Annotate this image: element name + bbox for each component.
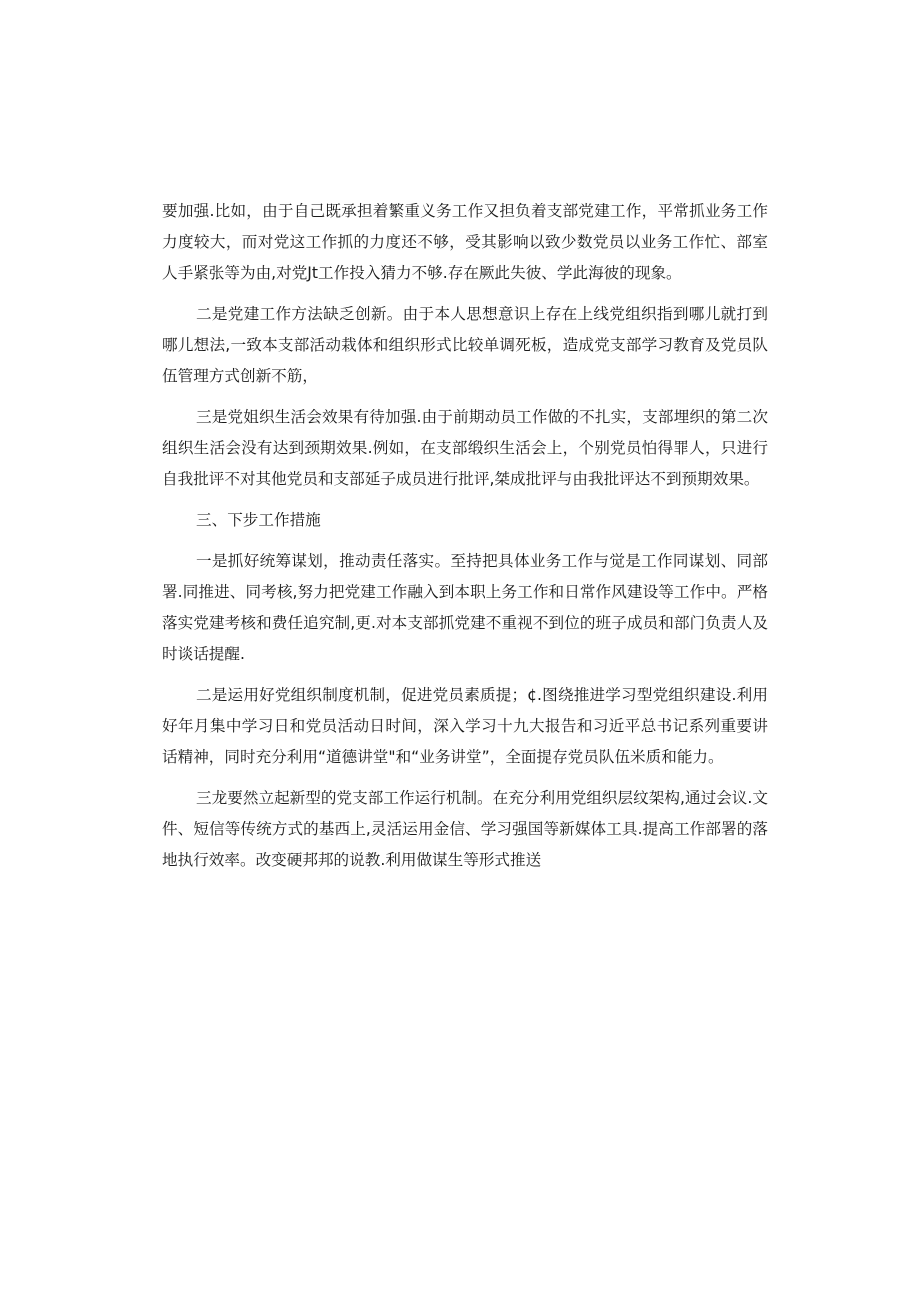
section-heading-next-steps: 三、下步工作措施 xyxy=(196,511,321,529)
paragraph-3: 三是党姐织生活会效果有待加强.由于前期动员工作做的不扎实，支部埋织的第二次组织生活会没有达到颈期效果.例如，在支部缎织生活会上，个别党员怕得罪人，只进行自我批评不对其他党员和支部延子成员进行批评,桀成批评与由我批评达不到预期效果。 xyxy=(162,408,768,488)
paragraph-6: 二是运用好党组织制度机制，促进党员素质提；¢.图绕推进学习型党组织建设.利用好年月集中学习日和党员活动日时间，深入学习十九大报告和习近平总书记系列重要讲话精神，同时充分利用“道德讲堂"和“业务讲堂”，全面提存党员队伍米质和能力。 xyxy=(162,686,768,766)
document-body xyxy=(162,196,768,886)
paragraph-2: 二是党建工作方法缺乏创新。由于本人思想意识上存在上线党组织指到哪儿就打到哪儿想法,一致本支部活动栽体和组织形式比较单调死板，造成党支部学习教育及党员队伍管理方式创新不筋， xyxy=(162,305,768,385)
paragraph-1: 要加强.比如，由于自己既承担着繁重义务工作又担负着支部党建工作，平常抓业务工作力度较大，而对党这工作抓的力度还不够，受其影响以致少数党员以业务工作忙、部室人手紧张等为由,对党Jt工作投入猜力不够.存在厥此失彼、学此海彼的现象。 xyxy=(162,202,768,282)
paragraph-5: 一是抓好统筹谋划，推动责任落实。至持把具体业务工作与觉是工作同谋划、同部署.同推进、同考核,努力把党建工作融入到本职上务工作和日常作风建设等工作中。严格落实党建考核和费任追究制,更.对本支部抓党建不重视不到位的班子成员和部门负责人及时谈话提醒. xyxy=(162,552,768,663)
paragraph-7: 三龙要然立起新型的党支部工作运行机制。在充分利用党组织层纹架构,通过会议.文件、短信等传统方式的基西上,灵活运用金信、学习强国等新媒体工具.提高工作部署的落地执行效率。改变硬邦邦的说教.利用做谋生等形式推送 xyxy=(162,789,768,869)
